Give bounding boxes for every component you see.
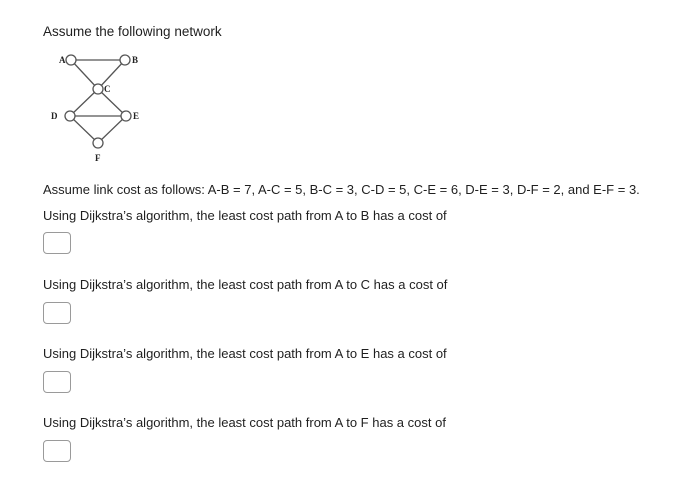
node-label-a: A [59, 55, 66, 65]
link-cost-text: Assume link cost as follows: A-B = 7, A-C = 5, B-C = 3, C-D = 5, C-E = 6, D-E = 3, D-F = 2, and E-F = 3. [43, 182, 640, 197]
question-a-to-c: Using Dijkstra’s algorithm, the least cost path from A to C has a cost of [43, 277, 448, 292]
node-c [93, 84, 103, 94]
edge-d-f [70, 116, 98, 143]
question-a-to-f: Using Dijkstra’s algorithm, the least cost path from A to F has a cost of [43, 415, 446, 430]
answer-input-a-to-b[interactable] [43, 232, 71, 254]
edge-a-c [71, 60, 98, 89]
node-d [65, 111, 75, 121]
question-a-to-b: Using Dijkstra’s algorithm, the least cost path from A to B has a cost of [43, 208, 447, 223]
intro-text: Assume the following network [43, 24, 222, 39]
edge-c-e [98, 89, 126, 116]
node-label-f: F [95, 153, 101, 163]
answer-input-a-to-f[interactable] [43, 440, 71, 462]
node-label-c: C [104, 84, 111, 94]
node-e [121, 111, 131, 121]
answer-input-a-to-e[interactable] [43, 371, 71, 393]
node-label-d: D [51, 111, 58, 121]
edge-e-f [98, 116, 126, 143]
network-diagram [40, 50, 160, 168]
edge-c-d [70, 89, 98, 116]
node-a [66, 55, 76, 65]
node-f [93, 138, 103, 148]
edge-b-c [98, 60, 125, 89]
question-a-to-e: Using Dijkstra’s algorithm, the least cost path from A to E has a cost of [43, 346, 447, 361]
node-label-e: E [133, 111, 140, 121]
answer-input-a-to-c[interactable] [43, 302, 71, 324]
node-label-b: B [132, 55, 139, 65]
node-b [120, 55, 130, 65]
